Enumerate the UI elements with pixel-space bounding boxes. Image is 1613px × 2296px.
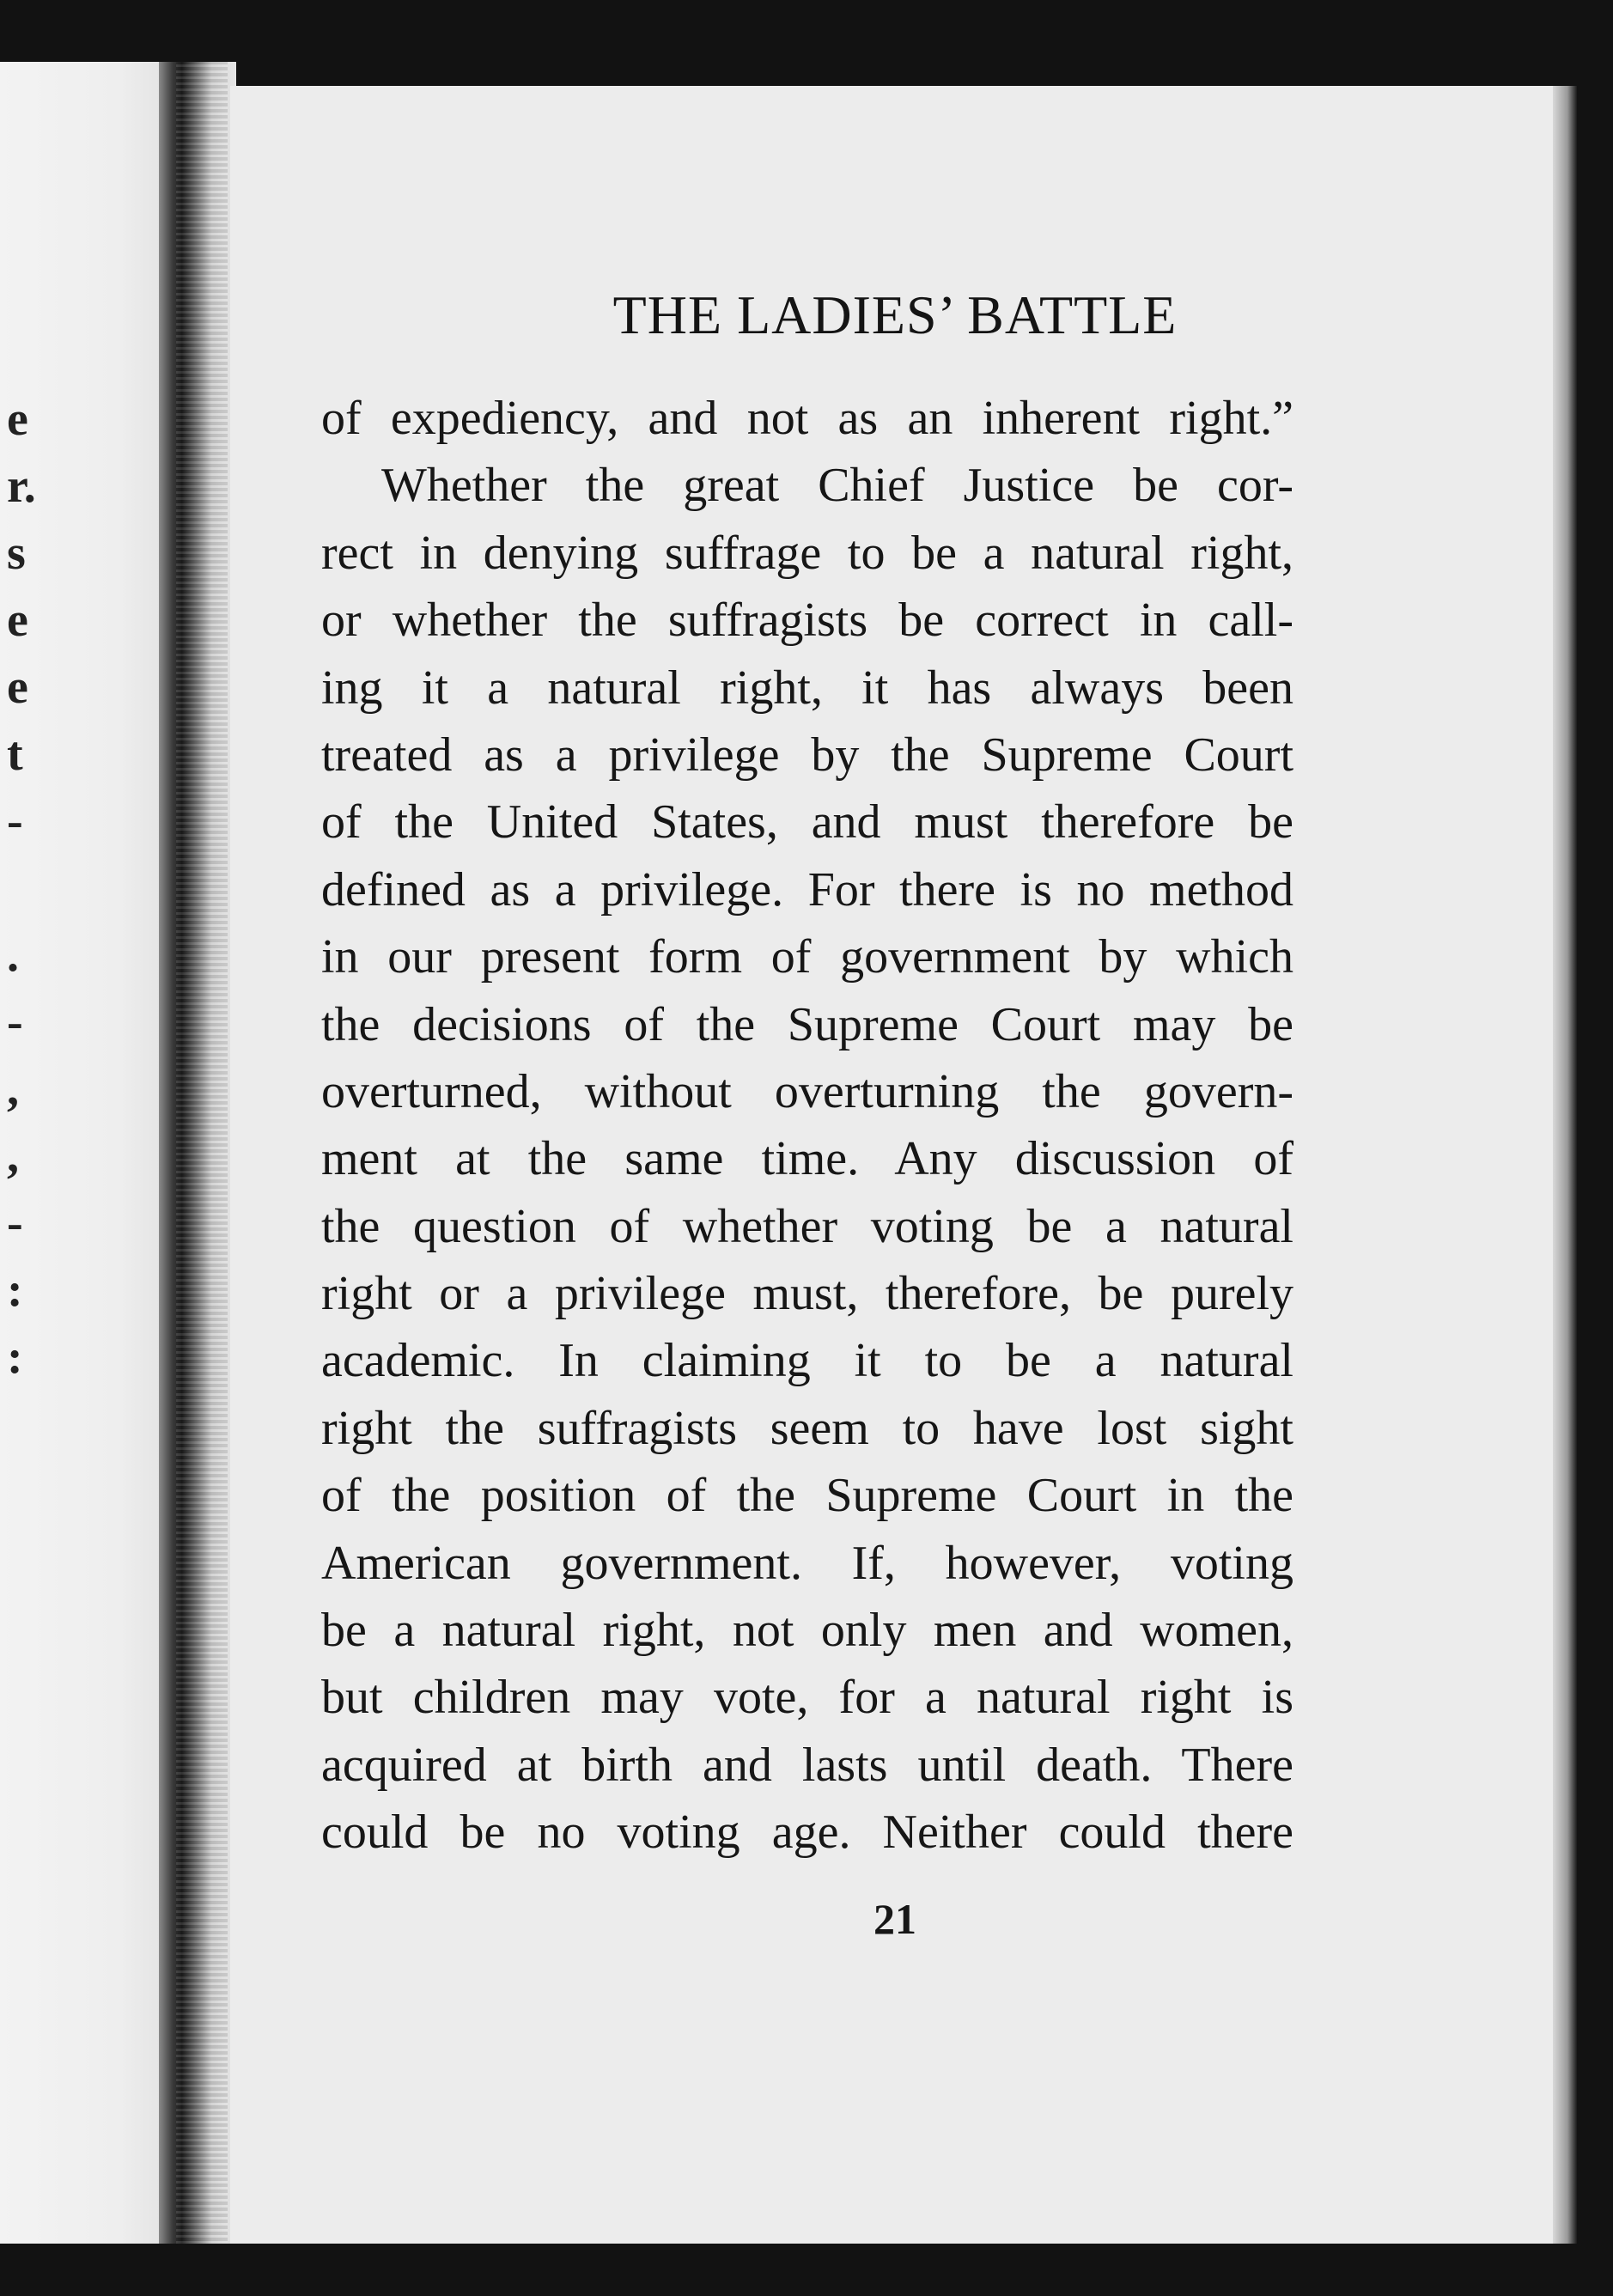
text-line: or whether the suffragists be correct in call- (321, 594, 1293, 648)
previous-page-char: e (7, 393, 28, 446)
text-line: of the position of the Supreme Court in the (321, 1469, 1293, 1523)
previous-page-char: : (7, 1264, 23, 1317)
previous-page-char: , (7, 1130, 19, 1183)
text-line: the decisions of the Supreme Court may be (321, 997, 1293, 1051)
previous-page-char: : (7, 1331, 23, 1384)
previous-page-char: e (7, 594, 28, 647)
gutter-texture (176, 62, 228, 2244)
previous-page-char: r. (7, 460, 36, 513)
text-line: rect in denying suffrage to be a natural right, (321, 526, 1293, 580)
text-line: could be no voting age. Neither could there (321, 1806, 1293, 1860)
text-line: treated as a privilege by the Supreme Court (321, 728, 1293, 782)
previous-page-char: . (7, 929, 19, 982)
previous-page-char: s (7, 527, 26, 580)
text-line: ing it a natural right, it has always been (321, 661, 1293, 715)
text-line: overturned, without overturning the govern- (321, 1064, 1293, 1118)
text-line: right the suffragists seem to have lost sight (321, 1401, 1293, 1455)
previous-page-char: e (7, 661, 28, 714)
text-line: of the United States, and must therefore be (321, 795, 1293, 850)
text-line: the question of whether voting be a natural (321, 1199, 1293, 1253)
previous-page-char: - (7, 795, 23, 848)
paragraph-first-line: Whether the great Chief Justice be cor- (381, 459, 1293, 513)
text-line: acquired at birth and lasts until death. There (321, 1738, 1293, 1792)
previous-page-char: t (7, 728, 23, 781)
body-text (321, 385, 1293, 1867)
previous-page-edge (0, 62, 172, 2244)
text-line: defined as a privilege. For there is no method (321, 862, 1293, 917)
text-line: of expediency, and not as an inherent right.” (321, 392, 1293, 445)
text-line: academic. In claiming it to be a natural (321, 1334, 1293, 1388)
text-line: American government. If, however, voting (321, 1536, 1293, 1590)
previous-page-char: , (7, 1063, 19, 1116)
text-line: be a natural right, not only men and women, (321, 1604, 1293, 1658)
running-head: THE LADIES’ BATTLE (612, 284, 1178, 345)
previous-page-char: - (7, 996, 23, 1049)
page-number: 21 (873, 1895, 916, 1943)
text-line: but children may vote, for a natural right is (321, 1671, 1293, 1725)
previous-page-char: - (7, 1197, 23, 1250)
text-line: right or a privilege must, therefore, be purely (321, 1267, 1293, 1321)
text-line: in our present form of government by which (321, 930, 1293, 984)
text-line: ment at the same time. Any discussion of (321, 1132, 1293, 1186)
